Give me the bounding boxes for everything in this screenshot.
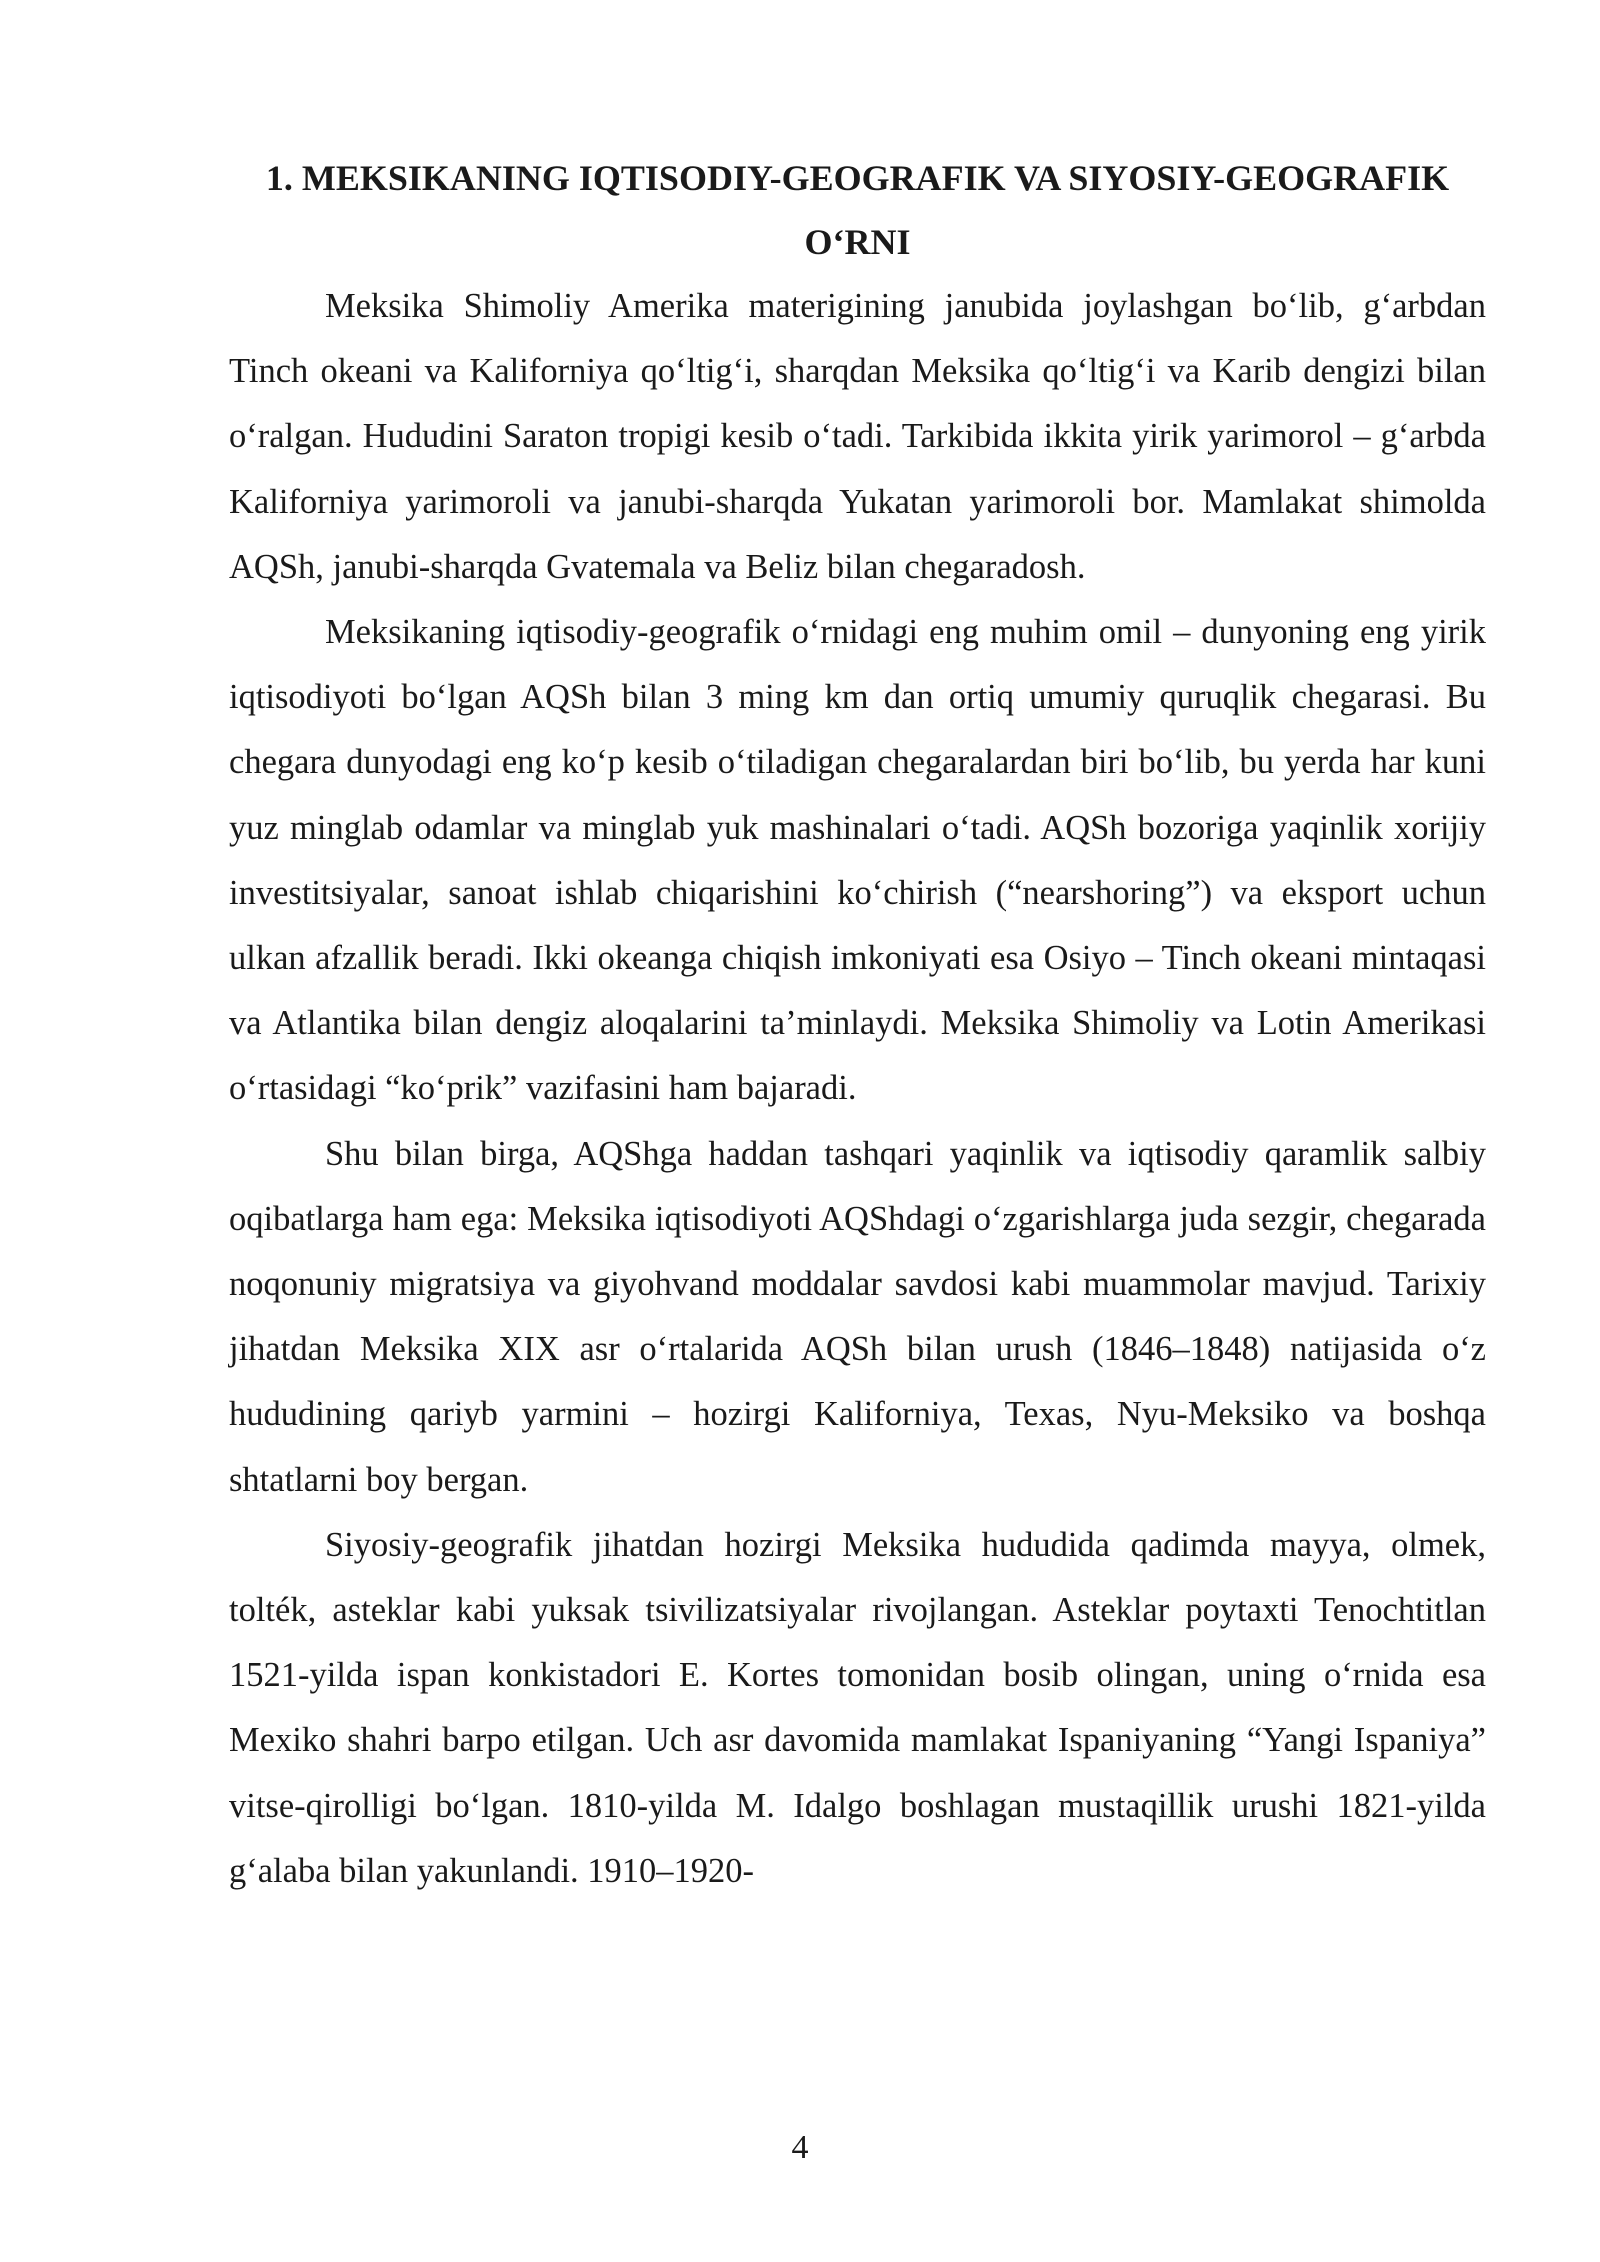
paragraph-political-geography: Siyosiy-geografik jihatdan hozirgi Meksika hududida qadimda mayya, olmek, tolték, asteklar kabi yuksak tsivilizatsiyalar rivojlangan. Asteklar poytaxti Tenochtitlan 1521-yilda ispan konkistadori E. Kortes tomonidan bosib olingan, uning o‘rnida esa Mexiko shahri barpo etilgan. Uch asr davomida mamlakat Ispaniyaning “Yangi Ispaniya” vitse-qirolligi bo‘lgan. 1810-yilda M. Idalgo boshlagan mustaqillik urushi 1821-yilda g‘alaba bilan yakunlandi. 1910–1920- xyxy=(229,1525,1486,1890)
section-heading: 1. MEKSIKANING IQTISODIY-GEOGRAFIK VA SIYOSIY-GEOGRAFIK O‘RNI xyxy=(265,158,1450,262)
page-content xyxy=(229,146,1486,1904)
paragraph-geographic-position: Meksika Shimoliy Amerika materigining janubida joylashgan bo‘lib, g‘arbdan Tinch okeani va Kaliforniya qo‘ltig‘i, sharqdan Meksika qo‘ltig‘i va Karib dengizi bilan o‘ralgan. Hududini Saraton tropigi kesib o‘tadi. Tarkibida ikkita yirik yarimorol – g‘arbda Kaliforniya yarimoroli va janubi-sharqda Yukatan yarimoroli bor. Mamlakat shimolda AQSh, janubi-sharqda Gvatemala va Beliz bilan chegaradosh. xyxy=(229,287,1486,586)
page-number: 4 xyxy=(791,2129,809,2166)
paragraph-economic-geography: Meksikaning iqtisodiy-geografik o‘rnidagi eng muhim omil – dunyoning eng yirik iqtisodiyoti bo‘lgan AQSh bilan 3 ming km dan ortiq umumiy quruqlik chegarasi. Bu chegara dunyodagi eng ko‘p kesib o‘tiladigan chegaralardan biri bo‘lib, bu yerda har kuni yuz minglab odamlar va minglab yuk mashinalari o‘tadi. AQSh bozoriga yaqinlik xorijiy investitsiyalar, sanoat ishlab chiqarishini ko‘chirish (“nearshoring”) va eksport uchun ulkan afzallik beradi. Ikki okeanga chiqish imkoniyati esa Osiyo – Tinch okeani mintaqasi va Atlantika bilan dengiz aloqalarini ta’minlaydi. Meksika Shimoliy va Lotin Amerikasi o‘rtasidagi “ko‘prik” vazifasini ham bajaradi. xyxy=(229,613,1486,1108)
paragraph-usa-dependence: Shu bilan birga, AQShga haddan tashqari yaqinlik va iqtisodiy qaramlik salbiy oqibatlarga ham ega: Meksika iqtisodiyoti AQShdagi o‘zgarishlarga juda sezgir, chegarada noqonuniy migratsiya va giyohvand moddalar savdosi kabi muammolar mavjud. Tarixiy jihatdan Meksika XIX asr o‘rtalarida AQSh bilan urush (1846–1848) natijasida o‘z hududining qariyb yarmini – hozirgi Kaliforniya, Texas, Nyu-Meksiko va boshqa shtatlarni boy bergan. xyxy=(229,1134,1486,1499)
